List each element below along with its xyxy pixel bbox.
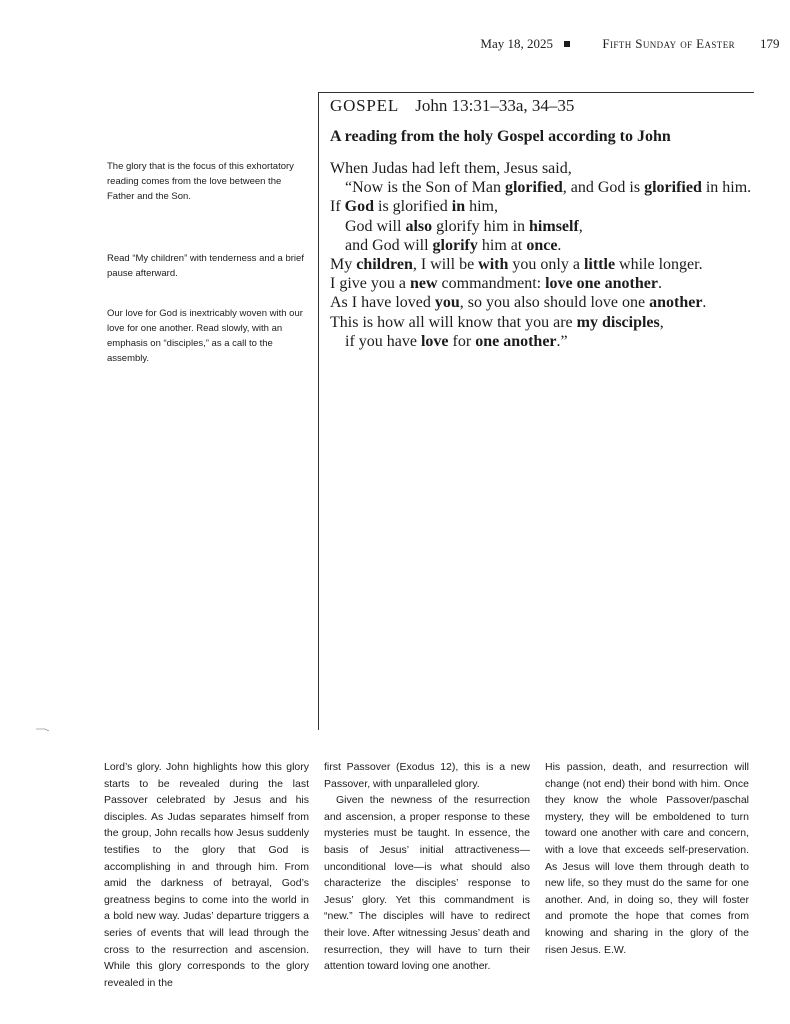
reading-text: you only a: [508, 256, 584, 274]
reading-line: [330, 159, 770, 178]
reading-line: [330, 236, 770, 255]
reading-line: [330, 197, 770, 216]
reading-text: ,: [578, 217, 583, 235]
emphasis-text: one another: [475, 332, 557, 350]
reading-line: [330, 332, 770, 351]
reading-line: [330, 178, 770, 197]
reading-text: .: [557, 236, 562, 254]
emphasis-text: love one another: [545, 275, 658, 293]
reading-text: if you have: [345, 332, 421, 350]
reading-text: , and God is: [562, 179, 645, 197]
reading-text: I give you a: [330, 275, 410, 293]
gospel-heading: [330, 96, 574, 116]
column-divider: [318, 92, 319, 730]
reading-text: My: [330, 256, 357, 274]
reading-text: ,: [659, 313, 664, 331]
emphasis-text: glorified: [644, 179, 702, 197]
commentary-column-3: [545, 759, 749, 958]
emphasis-text: also: [405, 217, 433, 235]
gospel-top-rule: [318, 92, 754, 93]
reading-text: .: [702, 294, 707, 312]
square-bullet-icon: [564, 41, 570, 47]
commentary-column-1: [104, 759, 309, 991]
reading-intro: A reading from the holy Gospel according to John: [330, 128, 671, 145]
emphasis-text: once: [526, 236, 558, 254]
emphasis-text: little: [583, 256, 616, 274]
page-number: 179: [760, 36, 780, 51]
emphasis-text: in: [451, 198, 466, 216]
reading-text: If: [330, 198, 345, 216]
reading-line: [330, 217, 770, 236]
commentary-paragraph: Lord’s glory. John highlights how this glory starts to be revealed during the last Passover celebrated by Jesus and his disciples. As Judas separates himself from the group, John recalls how Jesus suddenly testifies to the glory that God is accomplishing in and through him. From amid the darkness of betrayal, God’s greatness begins to come into the world in a bold new way. Judas’ departure triggers a series of events that will lead through the cross to the resurrection and ascension. While this glory corresponds to the glory revealed in the: [104, 761, 309, 989]
emphasis-text: new: [409, 275, 438, 293]
reading-text: while longer.: [615, 256, 703, 274]
emphasis-text: with: [478, 256, 509, 274]
reading-text: “Now is the Son of Man: [345, 179, 505, 197]
margin-note: Our love for God is inextricably woven with our love for one another. Read slowly, with an emphasis on “disciples,” as a call to the assembly.: [107, 308, 303, 364]
reading-text: God will: [345, 217, 406, 235]
commentary-paragraph: Given the newness of the resurrection and ascension, a proper response to these mysteries must be taught. In essence, the basis of Jesus’ initial attractiveness—unconditional love—is what should also characterize the disciples’ response to Jesus’ glory. Yet this commandment is “new.” The disciples will have to redirect their love. After witnessing Jesus’ death and resurrection, they will have to turn their attention toward loving one another.: [324, 794, 530, 973]
reading-text: for: [448, 332, 476, 350]
emphasis-text: you: [434, 294, 460, 312]
reading-text: him at: [477, 236, 527, 254]
margin-note: Read “My children” with tenderness and a brief pause afterward.: [107, 253, 304, 279]
reading-text: and God will: [345, 236, 433, 254]
margin-note: The glory that is the focus of this exhortatory reading comes from the love between the Father and the Son.: [107, 161, 294, 202]
reading-text: As I have loved: [330, 294, 435, 312]
scan-mark: [36, 728, 50, 732]
emphasis-text: children: [356, 256, 413, 274]
reading-text: in him.: [701, 179, 752, 197]
reading-line: [330, 293, 770, 312]
reading-text: is glorified: [374, 198, 452, 216]
commentary-paragraph: His passion, death, and resurrection will change (not end) their bond with him. Once they know the whole Passover/paschal mystery, they will be emboldened to turn toward one another with care and concern, with a love that exceeds self-preservation. As Jesus will love them through death to new life, so they must do the same for one another. And, in doing so, they will foster and promote the hope that comes from knowing and sharing in the glory of the risen Jesus. E.W.: [545, 761, 749, 956]
reading-text: .: [657, 275, 662, 293]
reading-text: When Judas had left them, Jesus said,: [330, 160, 572, 177]
commentary-paragraph: first Passover (Exodus 12), this is a new Passover, with unparalleled glory.: [324, 761, 530, 790]
reading-text: , I will be: [412, 256, 479, 274]
reading-text: him,: [465, 198, 498, 216]
emphasis-text: my disciples: [576, 313, 660, 331]
emphasis-text: glorify: [432, 236, 478, 254]
reading-text: , so you also should love one: [459, 294, 650, 312]
emphasis-text: love: [420, 332, 449, 350]
reading-line: [330, 255, 770, 274]
commentary-column-2: [324, 759, 530, 975]
reading-text: This is how all will know that you are: [330, 313, 577, 331]
gospel-reference: John 13:31–33a, 34–35: [415, 96, 575, 115]
header-occasion: Fifth Sunday of Easter: [602, 36, 735, 51]
emphasis-text: God: [344, 198, 374, 216]
emphasis-text: another: [649, 294, 703, 312]
gospel-label: GOSPEL: [330, 96, 400, 115]
reading-line: [330, 313, 770, 332]
emphasis-text: himself: [529, 217, 579, 235]
gospel-reading: [330, 159, 770, 351]
emphasis-text: glorified: [504, 179, 563, 197]
reading-text: glorify him in: [432, 217, 530, 235]
header-date: May 18, 2025: [480, 36, 553, 51]
reading-text: .”: [556, 332, 568, 350]
reading-line: [330, 274, 770, 293]
reading-text: commandment:: [437, 275, 546, 293]
